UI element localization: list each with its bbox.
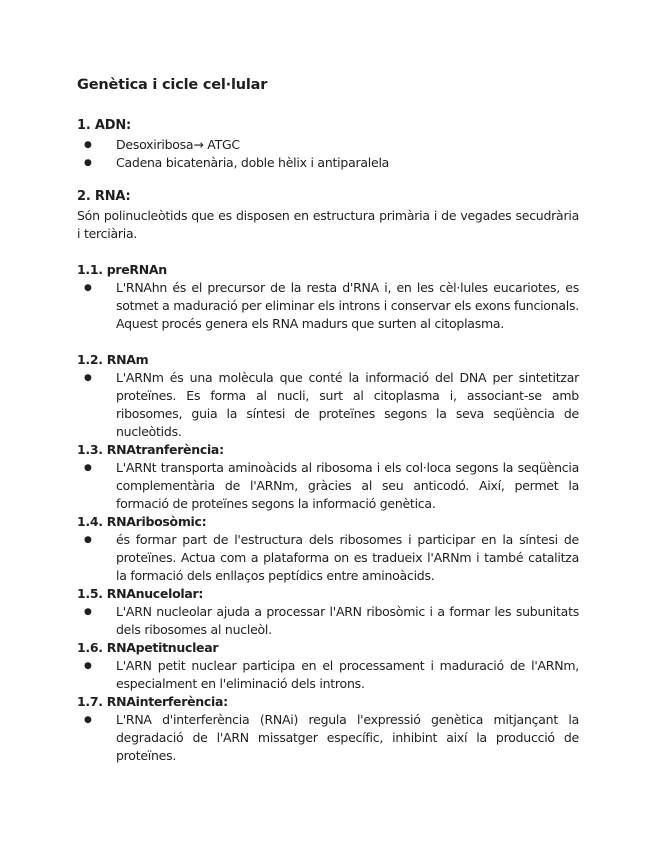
- subsection-heading-prerna: 1.1. preRNAn: [77, 262, 167, 277]
- list-item: ● L'ARN nucleolar ajuda a processar l'ARN ribosòmic i a formar les subunitats dels ribosomes al nucleòl.: [84, 604, 579, 637]
- list-item: ● és formar part de l'estructura dels ribosomes i participar en la síntesi de proteïnes. Actua com a plataforma on es tradueix l'ARNm i també catalitza la formació dels enllaços peptídics entre aminoàcids.: [84, 532, 579, 583]
- bullet-icon: ●: [84, 535, 92, 545]
- rnanucleolar-bullet-list: [77, 603, 579, 639]
- list-item: ● L'RNAhn és el precursor de la resta d'RNA i, en les cèl·lules eucariotes, es sotmet a maduració per eliminar els introns i conservar els exons funcionals. Aquest procés genera els RNA madurs que surten al citoplasma.: [84, 280, 579, 331]
- bullet-icon: ●: [84, 661, 92, 671]
- subsection-heading-rnanucleolar: 1.5. RNAnucelolar:: [77, 586, 204, 601]
- list-item: ● Cadena bicatenària, doble hèlix i antiparalela: [84, 155, 390, 170]
- rnar-bullet-list: [77, 531, 579, 585]
- subsection-heading-rnam: 1.2. RNAm: [77, 352, 149, 367]
- subsection-heading-rnapetitnuclear: 1.6. RNApetitnuclear: [77, 640, 219, 655]
- list-item: ● L'ARNt transporta aminoàcids al ribosoma i els col·loca segons la seqüència complementària de l'ARNm, gràcies al seu anticodó. Així, permet la formació de proteïnes segons la informació genètica.: [84, 460, 579, 511]
- list-item: ● Desoxiribosa→ ATGC: [84, 137, 240, 152]
- rna-paragraph: Són polinucleòtids que es disposen en estructura primària i de vegades secudrària i terciària.: [77, 208, 579, 241]
- bullet-icon: ●: [84, 140, 92, 150]
- list-item: ● L'ARN petit nuclear participa en el processament i maduració de l'ARNm, especialment en l'eliminació dels introns.: [84, 658, 579, 691]
- document-title: Genètica i cicle cel·lular: [77, 77, 268, 93]
- list-item: ● L'ARNm és una molècula que conté la informació del DNA per sintetitzar proteïnes. Es forma al nucli, surt al citoplasma i, associant-se amb ribosomes, guia la síntesi de proteïnes segons la seva seqüència de nucleòtids.: [84, 370, 579, 439]
- section-heading-adn: 1. ADN:: [77, 118, 132, 133]
- bullet-icon: ●: [84, 463, 92, 473]
- rnapetitnuclear-bullet-list: [77, 657, 579, 693]
- subsection-heading-rnai: 1.7. RNAinterferència:: [77, 694, 228, 709]
- rnai-bullet-list: [77, 711, 579, 765]
- bullet-icon: ●: [84, 373, 92, 383]
- section-heading-rna: 2. RNA:: [77, 189, 131, 204]
- bullet-icon: ●: [84, 283, 92, 293]
- bullet-icon: ●: [84, 607, 92, 617]
- subsection-heading-rnat: 1.3. RNAtranferència:: [77, 442, 224, 457]
- adn-bullet-list: [77, 136, 579, 172]
- rnat-bullet-list: [77, 459, 579, 513]
- prerna-bullet-list: [77, 279, 579, 333]
- rnam-bullet-list: [77, 369, 579, 441]
- subsection-heading-rnar: 1.4. RNAribosòmic:: [77, 514, 207, 529]
- bullet-icon: ●: [84, 715, 92, 725]
- bullet-icon: ●: [84, 158, 92, 168]
- list-item: ● L'RNA d'interferència (RNAi) regula l'expressió genètica mitjançant la degradació de l'ARN missatger específic, inhibint així la producció de proteïnes.: [84, 712, 579, 763]
